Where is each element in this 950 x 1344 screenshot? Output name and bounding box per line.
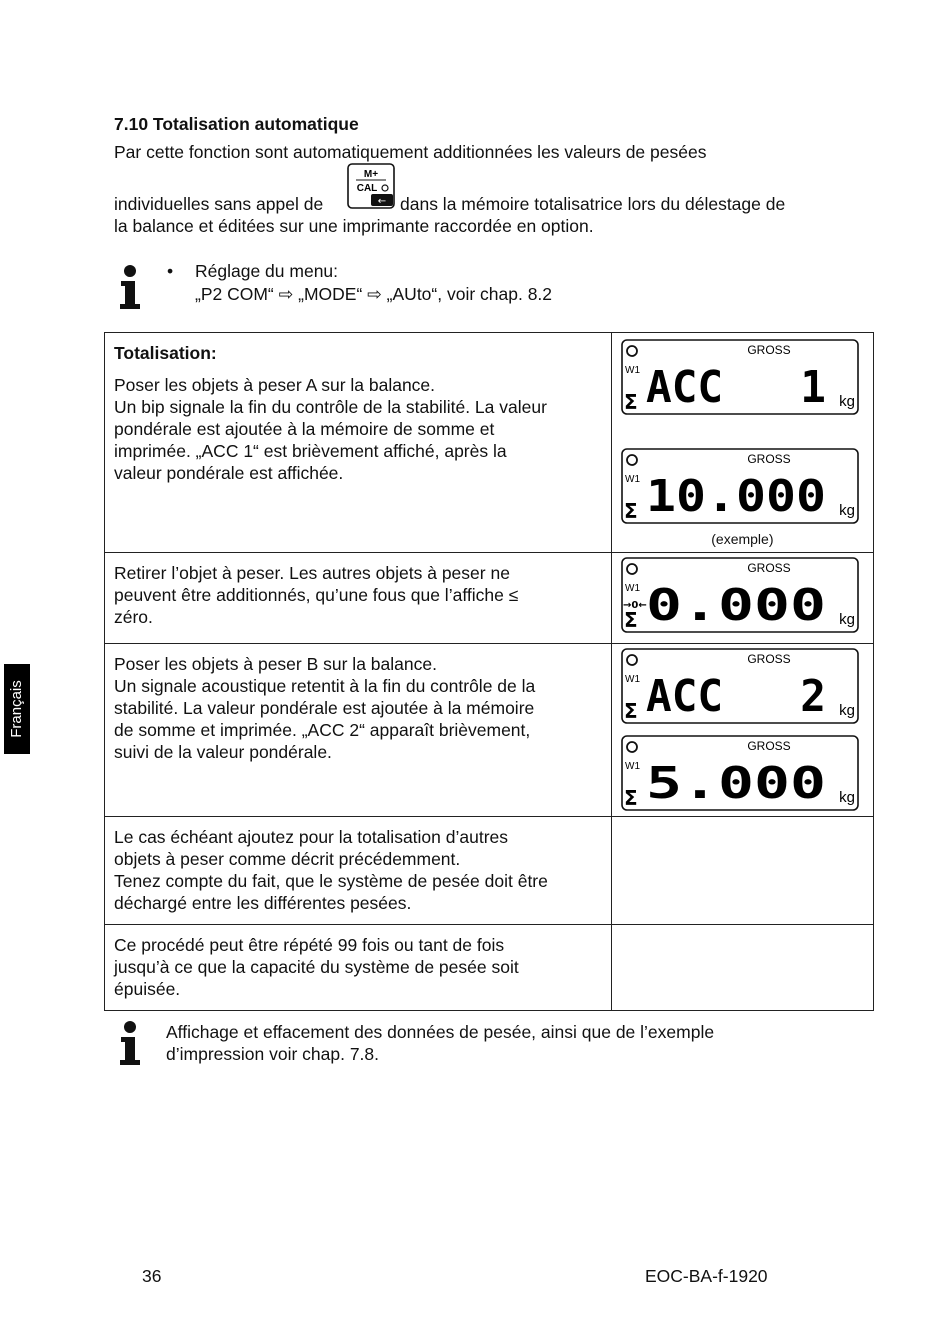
language-tab-label: Français <box>8 680 25 738</box>
intro-line-2-before: individuelles sans appel de <box>114 194 324 214</box>
lcd-value: 0.000 <box>645 580 826 631</box>
lcd-display <box>621 648 873 729</box>
step-line: suivi de la valeur pondérale. <box>114 742 332 762</box>
display-cell <box>611 817 873 925</box>
intro-line-1: Par cette fonction sont automatiquement additionnées les valeurs de pesées <box>114 142 707 162</box>
unit-label: kg <box>838 702 855 719</box>
range-indicator: W1 <box>624 583 640 594</box>
gross-label: GROSS <box>747 452 791 466</box>
step-text <box>105 925 612 1011</box>
key-bottom-label: CAL <box>356 183 378 194</box>
step-line: Un signale acoustique retentit à la fin du contrôle de la <box>114 676 536 696</box>
lcd-display <box>621 557 873 638</box>
range-indicator: W1 <box>624 761 640 772</box>
sum-icon: Σ <box>623 608 638 632</box>
bottom-note-line-2: d’impression voir chap. 7.8. <box>166 1044 380 1064</box>
step-line: pondérale est ajoutée à la mémoire de somme et <box>114 419 495 439</box>
step-line: valeur pondérale est affichée. <box>114 463 344 483</box>
step-line: Un bip signale la fin du contrôle de la stabilité. La valeur <box>114 397 547 417</box>
step-line: imprimée. „ACC 1“ est brièvement affiché, après la <box>114 441 507 461</box>
lcd-value: ACC 1 <box>645 362 826 413</box>
gross-label: GROSS <box>747 739 791 753</box>
range-indicator: W1 <box>624 474 640 485</box>
unit-label: kg <box>838 789 855 806</box>
display-cell <box>611 644 873 817</box>
lcd-screen <box>621 735 859 811</box>
key-arrow: ← <box>377 196 387 207</box>
example-caption: (exemple) <box>711 531 774 547</box>
m-plus-cal-key-icon <box>347 163 395 209</box>
display-cell <box>611 925 873 1011</box>
steps-table <box>104 332 874 1011</box>
info-icon <box>118 1020 148 1066</box>
unit-label: kg <box>838 611 855 628</box>
step-line: Poser les objets à peser A sur la balance. <box>114 375 436 395</box>
sum-icon: Σ <box>623 499 638 523</box>
info-icon <box>118 264 148 310</box>
section-heading: 7.10 Totalisation automatique <box>114 114 359 134</box>
step-line: Tenez compte du fait, que le système de pesée doit être <box>114 871 548 891</box>
range-indicator: W1 <box>624 674 640 685</box>
unit-label: kg <box>838 393 855 410</box>
step-title: Totalisation: <box>114 343 217 363</box>
step-line: peuvent être additionnés, qu’une fous que l’affiche ≤ <box>114 585 519 605</box>
display-cell <box>611 333 873 553</box>
step-text <box>105 553 612 644</box>
lcd-screen <box>621 448 859 524</box>
bullet: • <box>167 261 174 281</box>
step-line: Ce procédé peut être répété 99 fois ou tant de fois <box>114 935 505 955</box>
key-top-label: M+ <box>363 169 379 180</box>
step-line: de somme et imprimée. „ACC 2“ apparaît brièvement, <box>114 720 531 740</box>
step-line: Retirer l’objet à peser. Les autres objets à peser ne <box>114 563 510 583</box>
range-indicator: W1 <box>624 365 640 376</box>
sum-icon: Σ <box>623 390 638 414</box>
table-row <box>105 644 874 817</box>
gross-label: GROSS <box>747 343 791 357</box>
step-line: déchargé entre les différentes pesées. <box>114 893 412 913</box>
display-cell <box>611 553 873 644</box>
gross-label: GROSS <box>747 652 791 666</box>
lcd-value: 5.000 <box>645 758 826 809</box>
step-line: zéro. <box>114 607 153 627</box>
step-line: jusqu’à ce que la capacité du système de pesée soit <box>114 957 519 977</box>
lcd-display <box>621 448 873 529</box>
step-text <box>105 817 612 925</box>
bottom-note-line-1: Affichage et effacement des données de pesée, ainsi que de l’exemple <box>166 1022 715 1042</box>
language-tab <box>4 664 30 754</box>
table-row <box>105 553 874 644</box>
sum-icon: Σ <box>623 699 638 723</box>
step-line: stabilité. La valeur pondérale est ajoutée à la mémoire <box>114 698 535 718</box>
gross-label: GROSS <box>747 561 791 575</box>
table-row <box>105 333 874 553</box>
lcd-screen <box>621 557 859 633</box>
step-line: Poser les objets à peser B sur la balance. <box>114 654 437 674</box>
table-row <box>105 925 874 1011</box>
page-number: 36 <box>142 1266 162 1286</box>
intro-line-2-after: dans la mémoire totalisatrice lors du délestage de <box>400 194 786 214</box>
table-row <box>105 817 874 925</box>
step-line: épuisée. <box>114 979 181 999</box>
lcd-display <box>621 735 873 816</box>
lcd-screen <box>621 339 859 415</box>
step-line: objets à peser comme décrit précédemment. <box>114 849 461 869</box>
unit-label: kg <box>838 502 855 519</box>
menu-setting-path: „P2 COM“ ⇨ „MODE“ ⇨ „AUto“, voir chap. 8.2 <box>195 284 553 304</box>
lcd-value: 10.000 <box>645 471 826 522</box>
sum-icon: Σ <box>623 786 638 810</box>
document-code: EOC-BA-f-1920 <box>645 1266 768 1286</box>
lcd-value: ACC 2 <box>645 671 826 722</box>
step-text <box>105 644 612 817</box>
zero-indicator-icon: →0← <box>622 600 647 611</box>
menu-setting-label: Réglage du menu: <box>195 261 339 281</box>
lcd-screen <box>621 648 859 724</box>
lcd-display <box>621 339 873 420</box>
intro-line-3: la balance et éditées sur une imprimante raccordée en option. <box>114 216 594 236</box>
step-text <box>105 333 612 553</box>
step-line: Le cas échéant ajoutez pour la totalisation d’autres <box>114 827 509 847</box>
